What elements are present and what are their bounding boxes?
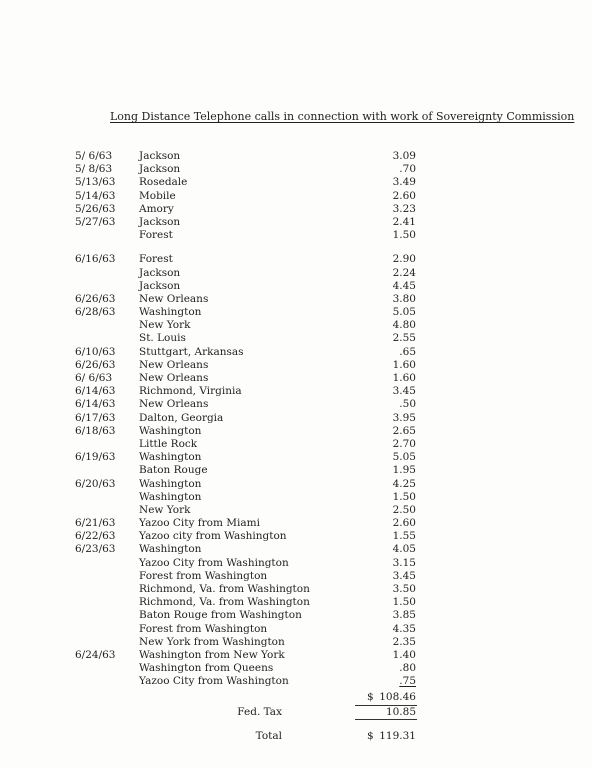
call-row	[0, 163, 592, 176]
call-amount: 3.85	[392, 609, 416, 622]
call-place: Jackson	[139, 150, 181, 162]
call-place: Forest	[139, 229, 173, 242]
call-amount: .70	[399, 163, 416, 176]
call-amount: 2.50	[392, 503, 416, 516]
call-row	[0, 332, 592, 345]
call-amount: .65	[399, 345, 416, 358]
call-amount: 4.80	[392, 319, 416, 332]
call-row	[0, 609, 592, 622]
call-amount: 4.05	[392, 543, 416, 556]
call-amount: 3.45	[392, 385, 416, 398]
call-row	[0, 293, 592, 306]
call-place: New York	[139, 319, 191, 332]
call-place: Richmond, Va. from Washington	[139, 596, 310, 609]
call-date: 5/13/63	[75, 176, 116, 189]
total-amount: 119.31	[379, 730, 416, 742]
call-amount: 4.45	[392, 279, 416, 292]
call-row	[0, 543, 592, 556]
call-amount: 5.05	[392, 451, 416, 464]
call-date: 6/10/63	[75, 345, 116, 358]
call-amount: 3.95	[392, 411, 416, 424]
call-row	[0, 203, 592, 216]
call-amount: 5.05	[392, 306, 416, 319]
call-place: Baton Rouge from Washington	[139, 609, 302, 622]
call-amount: 2.60	[392, 189, 416, 202]
call-date: 6/14/63	[75, 398, 116, 411]
call-place: Jackson	[139, 279, 181, 292]
call-date: 6/26/63	[75, 292, 116, 305]
call-date: 5/ 8/63	[75, 163, 113, 176]
call-place: Washington	[139, 451, 202, 464]
call-row	[0, 280, 592, 293]
call-list	[0, 150, 592, 689]
call-row	[0, 583, 592, 596]
call-row	[0, 478, 592, 491]
call-row	[0, 649, 592, 662]
call-place: Washington from New York	[139, 648, 285, 661]
call-amount: 3.49	[392, 176, 416, 189]
call-place: Stuttgart, Arkansas	[139, 345, 244, 358]
call-amount: 1.95	[392, 464, 416, 477]
call-place: Mobile	[139, 189, 176, 202]
call-row	[0, 229, 592, 242]
call-date: 6/24/63	[75, 648, 116, 661]
call-amount: 1.50	[392, 490, 416, 503]
call-date: 5/27/63	[75, 215, 116, 228]
call-date: 6/17/63	[75, 411, 116, 424]
call-amount: 2.35	[392, 635, 416, 648]
call-row	[0, 636, 592, 649]
call-place: New Orleans	[139, 292, 209, 305]
call-place: Washington from Queens	[139, 662, 274, 675]
call-row	[0, 623, 592, 636]
call-amount: 2.70	[392, 437, 416, 450]
call-place: Washington	[139, 490, 202, 503]
call-place: Dalton, Georgia	[139, 411, 224, 424]
call-amount: 3.09	[392, 150, 416, 162]
call-row	[0, 190, 592, 203]
subtotal-currency: $	[367, 691, 374, 703]
call-date: 6/16/63	[75, 253, 116, 266]
call-place: Amory	[139, 202, 174, 215]
call-place: Richmond, Va. from Washington	[139, 583, 310, 595]
call-row	[0, 596, 592, 609]
call-amount: 2.90	[392, 253, 416, 266]
call-amount: 4.35	[392, 622, 416, 635]
call-place: Yazoo City from Miami	[139, 517, 260, 530]
call-row	[0, 398, 592, 411]
call-amount: 3.23	[392, 202, 416, 215]
call-row	[0, 319, 592, 332]
call-date: 6/ 6/63	[75, 372, 113, 384]
call-amount: 4.25	[392, 477, 416, 490]
call-date: 6/22/63	[75, 530, 116, 543]
call-date: 6/19/63	[75, 451, 116, 464]
call-amount: 1.40	[392, 648, 416, 661]
call-row	[0, 150, 592, 163]
call-place: Rosedale	[139, 176, 188, 189]
call-date: 5/14/63	[75, 189, 116, 202]
call-row	[0, 216, 592, 229]
call-amount: .50	[399, 398, 416, 411]
call-amount: 2.65	[392, 424, 416, 437]
call-amount: 1.55	[392, 530, 416, 543]
call-row	[0, 306, 592, 319]
call-place: Washington	[139, 306, 202, 319]
call-amount: 2.24	[392, 266, 416, 279]
call-amount: 1.60	[392, 358, 416, 371]
call-row	[0, 504, 592, 517]
call-row	[0, 464, 592, 477]
call-place: St. Louis	[139, 332, 186, 345]
call-amount: 3.50	[392, 583, 416, 595]
call-row	[0, 267, 592, 280]
call-row	[0, 176, 592, 189]
call-amount: 3.15	[392, 556, 416, 569]
call-row	[0, 359, 592, 372]
call-amount: 3.45	[392, 569, 416, 582]
call-place: New York from Washington	[139, 635, 285, 648]
call-place: Forest from Washington	[139, 622, 268, 635]
call-place: Washington	[139, 477, 202, 490]
call-date: 6/28/63	[75, 306, 116, 319]
call-amount: 1.50	[392, 596, 416, 609]
total-currency: $	[367, 730, 374, 742]
call-row	[0, 253, 592, 266]
call-place: Baton Rouge	[139, 464, 208, 477]
total-label: Total	[255, 730, 282, 742]
call-date: 6/26/63	[75, 358, 116, 371]
call-amount: 1.50	[392, 229, 416, 242]
call-place: Richmond, Virginia	[139, 385, 242, 398]
call-row	[0, 425, 592, 438]
call-amount: 2.41	[392, 215, 416, 228]
call-date: 6/23/63	[75, 543, 116, 556]
call-place: Yazoo city from Washington	[139, 530, 287, 543]
call-row	[0, 557, 592, 570]
call-row	[0, 438, 592, 451]
call-date: 6/20/63	[75, 477, 116, 490]
call-date: 6/14/63	[75, 385, 116, 398]
call-row	[0, 412, 592, 425]
call-row	[0, 385, 592, 398]
call-place: Yazoo City from Washington	[139, 556, 289, 569]
fed-tax-amount: 10.85	[385, 706, 416, 718]
call-amount: .75	[399, 675, 416, 688]
subtotal-amount: 108.46	[379, 691, 416, 703]
call-amount: 3.80	[392, 292, 416, 305]
call-amount: 2.60	[392, 517, 416, 530]
call-amount: 2.55	[392, 332, 416, 345]
call-place: Jackson	[139, 163, 181, 176]
call-date: 5/ 6/63	[75, 150, 113, 162]
call-place: New Orleans	[139, 358, 209, 371]
call-place: Forest	[139, 253, 173, 266]
call-place: New Orleans	[139, 398, 209, 411]
call-row	[0, 372, 592, 385]
call-place: Little Rock	[139, 437, 198, 450]
call-amount: 1.60	[392, 372, 416, 384]
call-place: Washington	[139, 424, 202, 437]
call-place: Washington	[139, 543, 202, 556]
call-place: New York	[139, 503, 191, 516]
call-date: 6/18/63	[75, 424, 116, 437]
call-place: Yazoo City from Washington	[139, 675, 289, 688]
fed-tax-rule	[355, 719, 417, 720]
call-place: Forest from Washington	[139, 569, 268, 582]
call-row	[0, 517, 592, 530]
document-title: Long Distance Telephone calls in connection with work of Sovereignty Commission	[110, 110, 575, 123]
call-place: Jackson	[139, 215, 181, 228]
call-row	[0, 675, 592, 688]
call-row	[0, 662, 592, 675]
fed-tax-label: Fed. Tax	[237, 706, 282, 718]
call-place: New Orleans	[139, 372, 209, 384]
call-row	[0, 491, 592, 504]
call-amount: .80	[399, 662, 416, 675]
call-row	[0, 451, 592, 464]
call-row	[0, 346, 592, 359]
call-place: Jackson	[139, 266, 181, 279]
call-row	[0, 530, 592, 543]
call-row	[0, 570, 592, 583]
call-date: 5/26/63	[75, 202, 116, 215]
call-date: 6/21/63	[75, 517, 116, 530]
